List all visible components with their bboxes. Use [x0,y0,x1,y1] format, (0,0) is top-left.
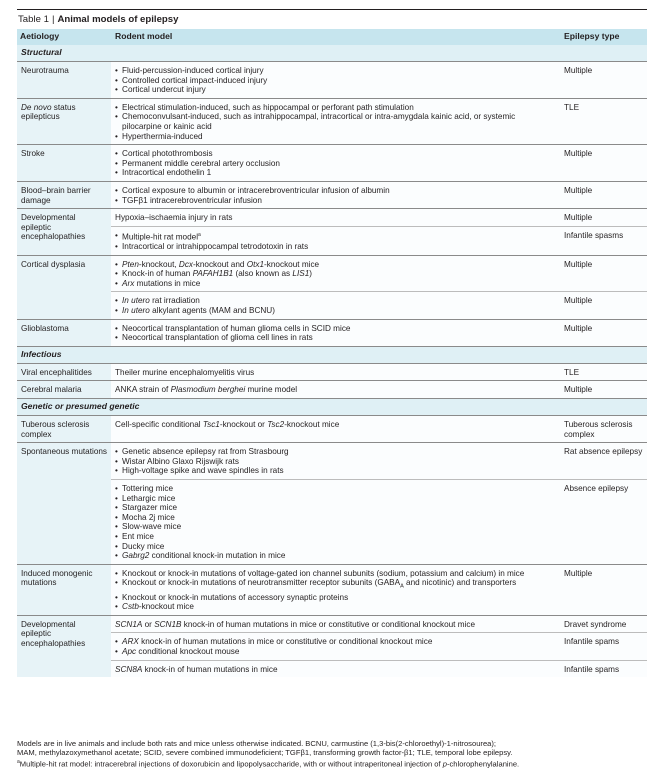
type-dee2-b: Infantile spams [560,633,647,660]
list-item: • TGFβ1 intracerebroventricular infusion [115,196,556,206]
list-item: • Intracortical endothelin 1 [115,168,556,178]
model-malaria [111,381,560,399]
table-row-dee1-b [17,226,647,255]
section-genetic: Genetic or presumed genetic [17,398,647,415]
list-item [115,637,556,647]
table-row-dysplasia-a [17,255,647,292]
list-item [115,647,556,657]
item-text: Knock-in of human [122,269,193,279]
aetiology-monogenic: Induced monogenic mutations [17,564,111,615]
gene-name: Arx [122,278,135,288]
table-row-de-novo [17,98,647,144]
item-text: conditional knockout mouse [136,646,240,656]
list-item [115,602,556,612]
model-dee2-c [111,660,560,677]
type-malaria: Multiple [560,381,647,399]
models-spontaneous-b [111,479,560,564]
aetiology-dysplasia: Cortical dysplasia [17,255,111,319]
type-dee1-a: Multiple [560,209,647,227]
table-row-monogenic [17,564,647,615]
models-bbb [111,181,560,208]
subscript: A [400,583,404,590]
item-text: -knockout or [219,419,268,429]
header-aetiology: Aetiology [17,29,111,45]
type-neurotrauma: Multiple [560,62,647,99]
item-text: ) [309,269,312,279]
table-row-dee2-a [17,615,647,633]
gene-name: Gabrg2 [122,551,150,561]
list-item: • Chemoconvulsant-induced, such as intrahippocampal, intracortical or intra-amygdala kainic acid, or systemic pilocarpine or kainic acid [115,112,556,131]
models-de-novo [111,98,560,144]
gene-name: LIS1 [292,269,310,279]
section-row-structural [17,45,647,62]
section-row-infectious [17,346,647,363]
list-item [115,306,556,316]
item-text: -knockout mice [264,259,320,269]
model-tsc [111,415,560,442]
section-structural: Structural [17,45,647,62]
models-spontaneous-a [111,443,560,480]
aetiology-viral: Viral encephalitides [17,363,111,381]
caption-separator: | [51,14,55,25]
models-glioblastoma [111,319,560,346]
models-monogenic [111,564,560,615]
item-text: mutations in mice [134,278,201,288]
list-item: • Intracortical or intrahippocampal tetrodotoxin in rats [115,242,556,252]
list-item: • Tottering mice [115,484,556,494]
models-neurotrauma [111,62,560,99]
gene-name: SCN1B [154,619,182,629]
list-item [115,269,556,279]
species-name: Plasmodium berghei [170,385,246,395]
item-text: (also known as [233,269,293,279]
table-row-neurotrauma [17,62,647,99]
list-item: • Hyperthermia-induced [115,132,556,142]
section-row-genetic [17,398,647,415]
list-item: • Stargazer mice [115,503,556,513]
list-item: • Genetic absence epilepsy rat from Strasbourg [115,447,556,457]
list-item: • Controlled cortical impact-induced injury [115,76,556,86]
list-item: • Cortical undercut injury [115,85,556,95]
list-item: • Wistar Albino Glaxo Rijswijk rats [115,457,556,467]
footnote-line-3 [17,758,649,769]
epilepsy-models-table [17,29,647,677]
model-viral: Theiler murine encephalomyelitis virus [111,363,560,381]
gene-name: Dcx [178,259,194,269]
list-item: • Cortical photothrombosis [115,149,556,159]
aetiology-stroke: Stroke [17,145,111,182]
type-stroke: Multiple [560,145,647,182]
gene-name: Otx1 [246,259,265,269]
section-infectious: Infectious [17,346,647,363]
aetiology-neurotrauma: Neurotrauma [17,62,111,99]
gene-name: SCN1A [115,619,143,629]
type-spontaneous-b: Absence epilepsy [560,479,647,564]
table-row-viral [17,363,647,381]
table-footnotes [17,739,649,768]
footnote-line-1: Models are in live animals and include both rats and mice unless otherwise indicated. BCNU, carmustine (1,3-bis(2-chloroethyl)-1-nitrosourea); [17,739,497,748]
list-item: • Lethargic mice [115,494,556,504]
top-rule [17,9,647,10]
item-text: -knockout mice [284,419,340,429]
aetiology-glioblastoma: Glioblastoma [17,319,111,346]
item-text: knock-in of human mutations in mice or constitutive or conditional knockout mice [181,619,476,629]
gene-name: Tsc2 [267,419,285,429]
table-row-dysplasia-b [17,292,647,319]
gene-name: Tsc1 [202,419,220,429]
type-spontaneous-a: Rat absence epilepsy [560,443,647,480]
list-item: • Mocha 2j mice [115,513,556,523]
table-row-spontaneous-b [17,479,647,564]
list-item: • Cortical exposure to albumin or intracerebroventricular infusion of albumin [115,186,556,196]
table-row-dee2-b [17,633,647,660]
table-row-malaria [17,381,647,399]
list-item [115,231,556,242]
item-text: ANKA strain of [115,385,171,395]
header-row [17,29,647,45]
item-text: Knockout or knock-in mutations of neurotransmitter receptor subunits (GABA [122,578,401,588]
gene-name: Pten [122,259,139,269]
type-monogenic: Multiple [560,564,647,615]
footnote-text: Multiple-hit rat model: intracerebral injections of doxorubicin and lipopolysaccharide, with or without intraperitoneal injection of [19,759,443,769]
list-item [115,551,556,561]
list-item: • Neocortical transplantation of human glioma cells in SCID mice [115,324,556,334]
model-hypoxia: Hypoxia–ischaemia injury in rats [111,209,560,227]
aetiology-de-novo [17,98,111,144]
list-item: • Permanent middle cerebral artery occlusion [115,159,556,169]
table-row-dee2-c [17,660,647,677]
type-dysplasia-a: Multiple [560,255,647,292]
item-text: -knockout and [193,259,247,269]
gene-name: PAFAH1B1 [192,269,234,279]
footnote-italic: p [442,759,447,769]
type-tsc: Tuberous sclerosis complex [560,415,647,442]
list-item: • Ent mice [115,532,556,542]
list-item: • Electrical stimulation-induced, such as hippocampal or perforant path stimulation [115,103,556,113]
list-item [115,260,556,270]
list-item: • Knockout or knock-in mutations of voltage-gated ion channel subunits (sodium, potassium and calcium) in mice [115,569,556,579]
italic-term: In utero [122,296,150,306]
label-italic: De novo [21,102,52,112]
list-item: • Knockout or knock-in mutations of accessory synaptic proteins [115,593,556,603]
table-row-stroke [17,145,647,182]
type-dee1-b: Infantile spasms [560,226,647,255]
aetiology-spontaneous: Spontaneous mutations [17,443,111,565]
models-dee1-b [111,226,560,255]
model-dee2-a [111,615,560,633]
item-text: knock-in of human mutations in mice [142,664,278,674]
type-bbb: Multiple [560,181,647,208]
item-text: Multiple-hit rat model [122,232,199,242]
type-dysplasia-b: Multiple [560,292,647,319]
type-de-novo: TLE [560,98,647,144]
gene-name: SCN8A [115,664,143,674]
gene-name: ARX [122,637,139,647]
type-viral: TLE [560,363,647,381]
aetiology-dee2: Developmental epileptic encephalopathies [17,615,111,677]
italic-term: In utero [122,306,150,316]
aetiology-malaria: Cerebral malaria [17,381,111,399]
models-dysplasia-b [111,292,560,319]
list-item [115,279,556,289]
item-text: -knockout mice [138,602,194,612]
table-caption [18,14,178,26]
label-text: status epilepticus [21,102,76,122]
item-text: Cell-specific conditional [115,419,203,429]
item-text: conditional knock-in mutation in mice [149,551,286,561]
header-rodent-model: Rodent model [111,29,560,45]
list-item [115,578,556,592]
item-text: alkylant agents (MAM and BCNU) [149,306,275,316]
item-text: -knockout, [138,259,179,269]
gene-name: Cstb [122,602,139,612]
header-epilepsy-type: Epilepsy type [560,29,647,45]
table-title: Animal models of epilepsy [57,14,179,25]
table-row-spontaneous-a [17,443,647,480]
type-dee2-c: Infantile spams [560,660,647,677]
list-item: • High-voltage spike and wave spindles in rats [115,466,556,476]
list-item: • Fluid-percussion-induced cortical injury [115,66,556,76]
aetiology-tsc: Tuberous sclerosis complex [17,415,111,442]
table-row-bbb [17,181,647,208]
list-item: • Slow-wave mice [115,522,556,532]
list-item: • Neocortical transplantation of glioma cell lines in rats [115,333,556,343]
footnote-text: -chlorophenylalanine. [446,759,520,769]
item-text: and nicotinic) and transporters [403,578,517,588]
table-row-glioblastoma [17,319,647,346]
models-dee2-b [111,633,560,660]
gene-name: Apc [122,646,137,656]
type-dee2-a: Dravet syndrome [560,615,647,633]
table-number: Table 1 [18,14,49,25]
footnote-marker: a [17,758,20,765]
item-text: murine model [245,385,298,395]
list-item [115,296,556,306]
table-row-tsc [17,415,647,442]
item-text: rat irradiation [149,296,200,306]
models-dysplasia-a [111,255,560,292]
type-glioblastoma: Multiple [560,319,647,346]
aetiology-dee1: Developmental epileptic encephalopathies [17,209,111,256]
footnote-line-2: MAM, methylazoxymethanol acetate; SCID, severe combined immunodeficient; TGFβ1, transforming growth factor-β1; TLE, temporal lobe epilepsy. [17,748,513,758]
table-row-dee1-a [17,209,647,227]
item-text: knock-in of human mutations in mice or constitutive or conditional knockout mice [138,637,433,647]
aetiology-bbb: Blood–brain barrier damage [17,181,111,208]
footnote-marker: a [198,231,201,238]
item-text: or [142,619,155,629]
list-item: • Ducky mice [115,542,556,552]
models-stroke [111,145,560,182]
